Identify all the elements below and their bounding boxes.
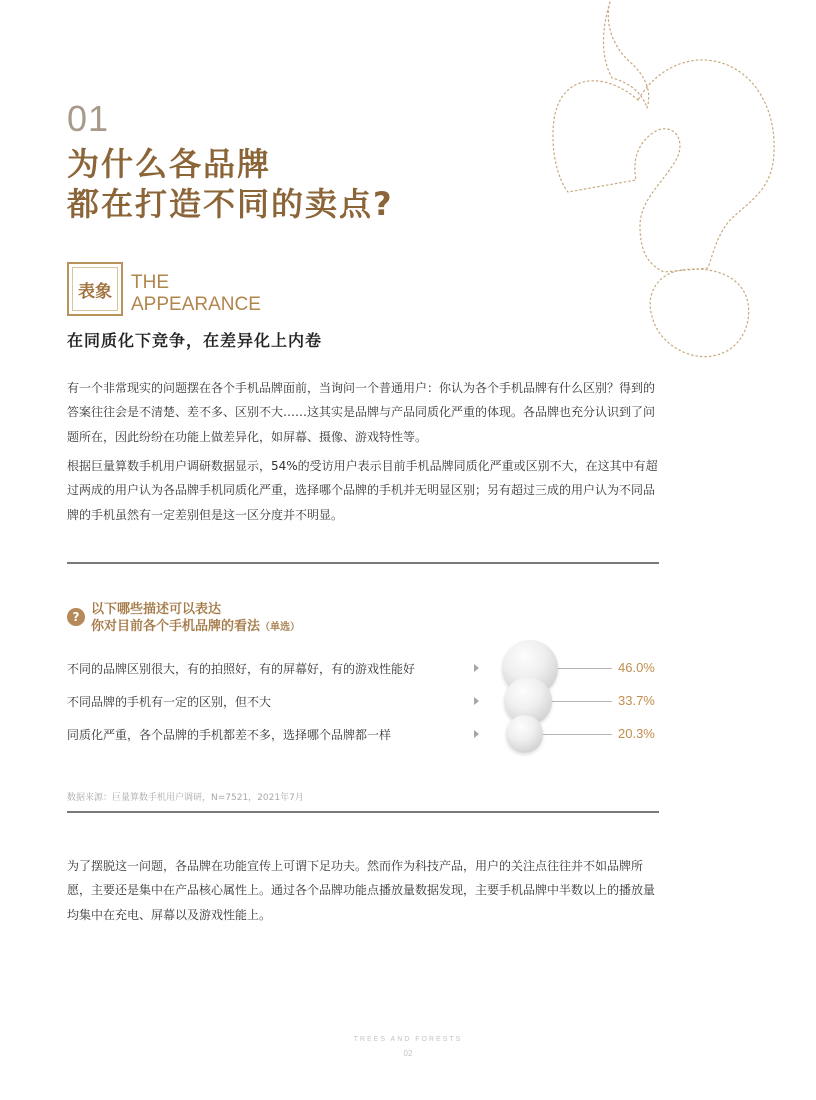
value-label: 33.7%: [618, 693, 655, 708]
title-line-2: 都在打造不同的卖点?: [67, 185, 394, 223]
triangle-right-icon: [474, 697, 479, 705]
option-label: 不同品牌的手机有一定的区别，但不大: [67, 695, 272, 709]
divider-top: [67, 562, 659, 564]
divider-bottom: [67, 811, 659, 813]
survey-question-note: （单选）: [260, 622, 301, 633]
triangle-right-icon: [474, 730, 479, 738]
data-source: 数据来源：巨量算数手机用户调研，N=7521，2021年7月: [67, 793, 304, 803]
appearance-badge: [67, 262, 123, 316]
page-number: 02: [403, 1049, 413, 1058]
question-mark-illustration: [548, 0, 816, 430]
value-label: 46.0%: [618, 660, 655, 675]
triangle-right-icon: [474, 664, 479, 672]
title-line-1: 为什么各品牌: [67, 145, 272, 183]
leader-line: [552, 668, 612, 669]
subheading: 在同质化下竞争，在差异化上内卷: [67, 331, 323, 350]
paragraph-3: 为了摆脱这一问题，各品牌在功能宣传上可谓下足功夫。然而作为科技产品，用户的关注点往往并不如品牌所愿，主要还是集中在产品核心属性上。通过各个品牌功能点播放量数据发现，主要手机品牌中半数以上的播放量均集中在充电、屏幕以及游戏性能上。: [67, 859, 656, 922]
question-circle-icon: ?: [67, 608, 85, 626]
value-label: 20.3%: [618, 726, 655, 741]
paragraph-2: 根据巨量算数手机用户调研数据显示，54%的受访用户表示目前手机品牌同质化严重或区别不大，在这其中有超过两成的用户认为各品牌手机同质化严重，选择哪个品牌的手机并无明显区别；另有超过三成的用户认为不同品牌的手机虽然有一定差别但是这一区分度并不明显。: [67, 459, 658, 522]
leader-line: [547, 701, 612, 702]
appearance-label-line-2: APPEARANCE: [131, 294, 261, 315]
bubble-mark: [506, 715, 543, 752]
footer-brand: TREES AND FORESTS: [353, 1036, 463, 1043]
page-title: [67, 144, 394, 224]
paragraph-1: 有一个非常现实的问题摆在各个手机品牌面前，当询问一个普通用户：你认为各个手机品牌有什么区别？得到的答案往往会是不清楚、差不多、区别不大……这其实是品牌与产品同质化严重的体现。各品牌也充分认识到了问题所在，因此纷纷在功能上做差异化，如屏幕、摄像、游戏特性等。: [67, 381, 656, 444]
survey-question-line-1: 以下哪些描述可以表达: [91, 602, 222, 617]
badge-label: 表象: [72, 267, 118, 311]
leader-line: [539, 734, 612, 735]
survey-question-text: 你对目前各个手机品牌的看法: [91, 619, 261, 634]
appearance-label-line-1: THE: [131, 272, 169, 293]
survey-question-line-2: [91, 618, 300, 636]
appearance-label: [131, 272, 261, 316]
survey-question: [91, 601, 300, 636]
option-label: 不同的品牌区别很大，有的拍照好，有的屏幕好，有的游戏性能好: [67, 662, 416, 676]
section-number: 01: [67, 98, 110, 139]
option-label: 同质化严重，各个品牌的手机都差不多，选择哪个品牌都一样: [67, 728, 392, 742]
